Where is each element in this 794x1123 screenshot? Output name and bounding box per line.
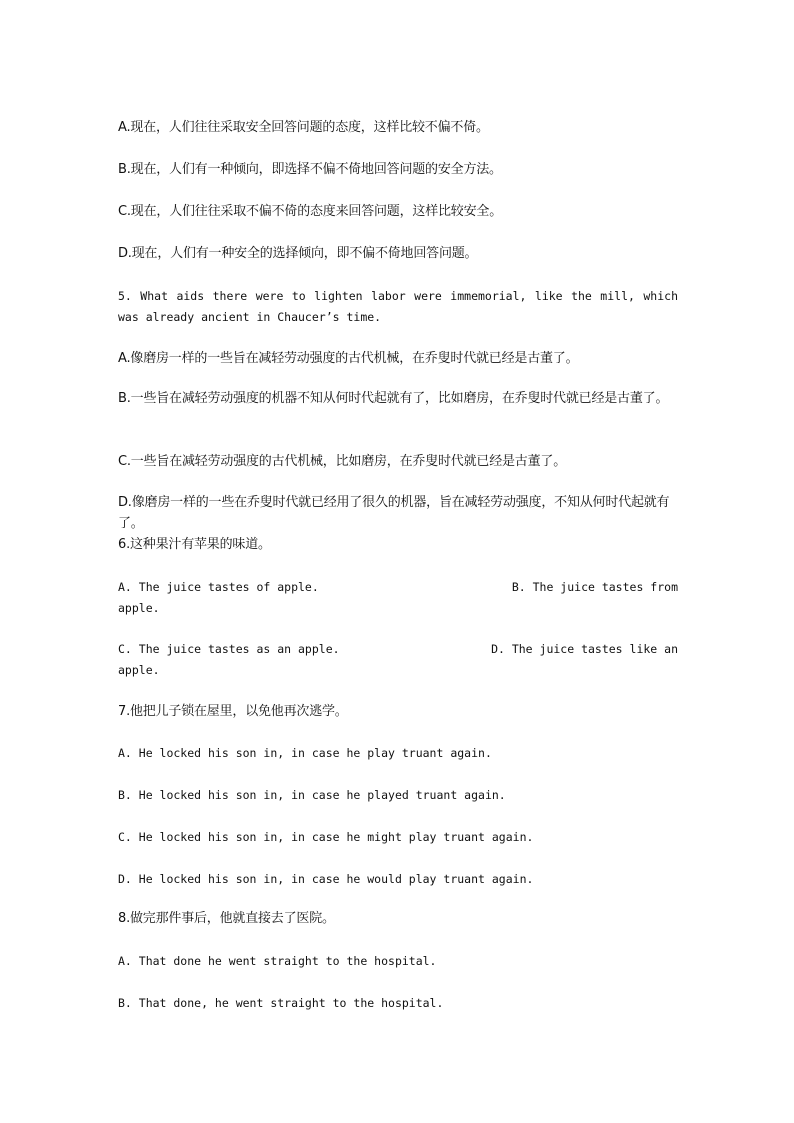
q7-option-a: A. He locked his son in, in case he play truant again. (118, 746, 492, 760)
q6-option-c: C. The juice tastes as an apple. (118, 642, 340, 656)
q7-question: 7.他把儿子锁在屋里，以免他再次逃学。 (118, 704, 348, 719)
q5-option-c: C.一些旨在减轻劳动强度的古代机械，比如磨房，在乔叟时代就已经是古董了。 (118, 454, 567, 469)
q6-option-b-continued: apple. (118, 601, 160, 615)
q7-option-b: B. He locked his son in, in case he played truant again. (118, 788, 506, 802)
q8-question: 8.做完那件事后，他就直接去了医院。 (118, 911, 335, 926)
q6-option-d-continued: apple. (118, 663, 160, 677)
q4-option-c: C.现在，人们往往采取不偏不倚的态度来回答问题，这样比较安全。 (118, 204, 503, 219)
q8-option-b: B. That done, he went straight to the hospital. (118, 996, 444, 1010)
q6-option-d: D. The juice tastes like an (491, 642, 678, 656)
q5-option-a: A.像磨房一样的一些旨在减轻劳动强度的古代机械，在乔叟时代就已经是古董了。 (118, 351, 579, 366)
q4-option-d: D.现在，人们有一种安全的选择倾向，即不偏不倚地回答问题。 (118, 246, 478, 261)
q5-option-b: B.一些旨在减轻劳动强度的机器不知从何时代起就有了，比如磨房，在乔叟时代就已经是古董了。 (118, 391, 669, 406)
q6-option-a: A. The juice tastes of apple. (118, 580, 319, 594)
q5-option-d: D.像磨房一样的一些在乔叟时代就已经用了很久的机器，旨在减轻劳动强度，不知从何时代起就有了。 (118, 495, 670, 531)
q6-option-b: B. The juice tastes from (511, 580, 678, 594)
q5-question: 5. What aids there were to lighten labor were immemorial, like the mill, which was already ancient in Chaucer’s time. (118, 289, 678, 324)
q6-question: 6.这种果汁有苹果的味道。 (118, 537, 271, 552)
q8-option-a: A. That done he went straight to the hospital. (118, 954, 437, 968)
q7-option-d: D. He locked his son in, in case he would play truant again. (118, 872, 534, 886)
q4-option-a: A.现在，人们往往采取安全回答问题的态度，这样比较不偏不倚。 (118, 120, 489, 135)
q4-option-b: B.现在，人们有一种倾向，即选择不偏不倚地回答问题的安全方法。 (118, 162, 502, 177)
q7-option-c: C. He locked his son in, in case he might play truant again. (118, 830, 534, 844)
